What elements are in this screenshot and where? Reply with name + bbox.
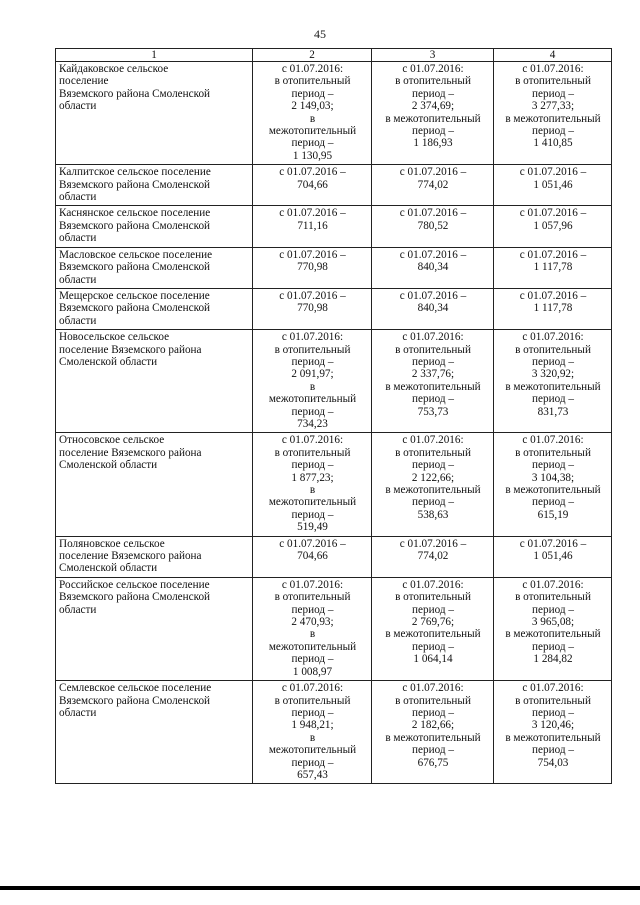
cell-text-line: в межотопительный: [385, 628, 481, 641]
cell-text-line: с 01.07.2016 –: [519, 289, 587, 302]
cell-text-line: 1 948,21;: [291, 719, 334, 732]
cell-text-line: области: [59, 603, 97, 616]
cell-text-line: Относовское сельское: [59, 434, 165, 447]
cell-text-line: в отопительный: [515, 343, 591, 356]
cell-text-line: период –: [412, 125, 454, 138]
cell-text-line: межотопительный: [268, 496, 357, 509]
cell-text-line: 770,98: [297, 261, 328, 274]
cell-text-line: с 01.07.2016 –: [519, 537, 587, 550]
cell-text-line: период –: [412, 744, 454, 757]
cell-text-line: 1 877,23;: [291, 471, 334, 484]
cell-text-line: период –: [412, 640, 454, 653]
cell-text-line: 538,63: [417, 508, 449, 521]
page-number: 45: [314, 27, 326, 41]
tariff-cell: [494, 165, 612, 206]
cell-text-line: в отопительный: [274, 343, 351, 356]
cell-text-line: 2 149,03;: [291, 100, 334, 113]
cell-text-line: период –: [412, 393, 454, 406]
cell-text-line: с 01.07.2016:: [522, 331, 584, 344]
cell-text-line: период –: [532, 355, 574, 368]
cell-text-line: в отопительный: [274, 446, 351, 459]
tariff-cell: [253, 247, 372, 288]
table-row: [56, 330, 612, 433]
cell-text-line: 3 120,46;: [531, 719, 575, 732]
cell-text-line: 753,73: [417, 405, 449, 418]
cell-text-line: области: [59, 100, 97, 113]
tariff-cell: [372, 330, 494, 433]
cell-text-line: 840,34: [417, 302, 449, 315]
cell-text-line: период –: [291, 653, 334, 666]
cell-text-line: Вяземского района Смоленской: [59, 178, 211, 191]
cell-text-line: в: [309, 628, 316, 641]
cell-text-line: Смоленской области: [59, 355, 158, 368]
cell-text-line: период –: [291, 137, 334, 150]
cell-text-line: Масловское сельское поселение: [59, 248, 213, 261]
tariff-cell: [253, 62, 372, 165]
cell-text-line: с 01.07.2016 –: [399, 537, 467, 550]
cell-text-line: межотопительный: [268, 640, 357, 653]
cell-text-line: 3 320,92;: [531, 368, 575, 381]
cell-text-line: 519,49: [297, 521, 328, 534]
cell-text-line: в межотопительный: [385, 731, 481, 744]
cell-text-line: с 01.07.2016 –: [279, 248, 346, 261]
cell-text-line: с 01.07.2016:: [402, 682, 464, 695]
cell-text-line: период –: [532, 125, 574, 138]
cell-text-line: 2 470,93;: [291, 616, 334, 629]
cell-text-line: поселение Вяземского района: [59, 550, 202, 563]
cell-text-line: в отопительный: [515, 446, 591, 459]
cell-text-line: с 01.07.2016:: [281, 63, 344, 75]
cell-text-line: период –: [412, 706, 454, 719]
cell-text-line: 774,02: [417, 178, 449, 191]
settlement-name-cell: [56, 165, 253, 206]
cell-text-line: с 01.07.2016 –: [279, 207, 346, 220]
cell-text-line: области: [59, 273, 97, 286]
cell-text-line: Мещерское сельское поселение: [59, 289, 210, 302]
cell-text-line: поселение Вяземского района: [59, 446, 202, 459]
cell-text-line: период –: [291, 355, 334, 368]
table-row: [56, 62, 612, 165]
cell-text-line: с 01.07.2016 –: [399, 207, 467, 220]
tariff-cell: [494, 206, 612, 247]
cell-text-line: с 01.07.2016 –: [279, 537, 346, 550]
column-header: 4: [494, 49, 612, 62]
tariff-cell: [372, 433, 494, 536]
column-header: 1: [56, 49, 253, 62]
tariff-cell: [372, 247, 494, 288]
cell-text-line: с 01.07.2016 –: [279, 166, 346, 179]
cell-text-line: Вяземского района Смоленской: [59, 694, 211, 707]
cell-text-line: 1 117,78: [533, 302, 573, 315]
tariff-cell: [372, 206, 494, 247]
cell-text-line: период –: [532, 393, 574, 406]
table-row: [56, 165, 612, 206]
settlement-name-cell: [56, 681, 253, 784]
cell-text-line: 734,23: [297, 417, 328, 430]
cell-text-line: с 01.07.2016 –: [519, 207, 587, 220]
cell-text-line: период –: [291, 756, 334, 769]
settlement-name-cell: [56, 247, 253, 288]
cell-text-line: 774,02: [417, 550, 449, 563]
cell-text-line: Поляновское сельское: [59, 537, 165, 550]
cell-text-line: Кайдаковское сельское: [59, 63, 169, 75]
cell-text-line: с 01.07.2016 –: [399, 166, 467, 179]
cell-text-line: в отопительный: [274, 75, 351, 88]
column-header: 3: [372, 49, 494, 62]
cell-text-line: в отопительный: [515, 591, 591, 604]
cell-text-line: в межотопительный: [505, 628, 601, 641]
cell-text-line: 615,19: [537, 508, 569, 521]
cell-text-line: поселение: [59, 75, 109, 88]
cell-text-line: в отопительный: [274, 694, 351, 707]
cell-text-line: Семлевское сельское поселение: [59, 682, 212, 695]
cell-text-line: 3 965,08;: [531, 616, 575, 629]
tariff-cell: [253, 330, 372, 433]
settlement-name-cell: [56, 577, 253, 680]
cell-text-line: в отопительный: [515, 694, 591, 707]
cell-text-line: в отопительный: [395, 694, 471, 707]
cell-text-line: в межотопительный: [385, 380, 481, 393]
cell-text-line: Новосельское сельское: [59, 331, 170, 344]
tariff-cell: [253, 433, 372, 536]
cell-text-line: с 01.07.2016:: [402, 434, 464, 447]
settlement-name-cell: [56, 62, 253, 165]
cell-text-line: период –: [291, 508, 334, 521]
settlement-name-cell: [56, 206, 253, 247]
cell-text-line: период –: [532, 744, 574, 757]
cell-text-line: 1 117,78: [533, 261, 573, 274]
cell-text-line: 704,66: [297, 550, 328, 563]
cell-text-line: период –: [532, 87, 574, 100]
settlement-name-cell: [56, 433, 253, 536]
cell-text-line: с 01.07.2016 –: [519, 248, 587, 261]
cell-text-line: в межотопительный: [505, 380, 601, 393]
cell-text-line: 1 051,46: [533, 178, 573, 191]
cell-text-line: 3 104,38;: [531, 471, 575, 484]
cell-text-line: период –: [291, 706, 334, 719]
cell-text-line: 831,73: [537, 405, 569, 418]
cell-text-line: период –: [412, 355, 454, 368]
cell-text-line: Вяземского района Смоленской: [59, 87, 211, 100]
cell-text-line: период –: [532, 459, 574, 472]
cell-text-line: в отопительный: [395, 591, 471, 604]
settlement-name-cell: [56, 288, 253, 329]
table-row: [56, 577, 612, 680]
tariff-cell: [253, 681, 372, 784]
tariff-cell: [253, 536, 372, 577]
tariff-cell: [372, 165, 494, 206]
tariff-cell: [494, 247, 612, 288]
cell-text-line: 1 186,93: [413, 137, 453, 150]
cell-text-line: в отопительный: [395, 75, 471, 88]
cell-text-line: 840,34: [417, 261, 449, 274]
table-header-row: [56, 49, 612, 62]
tariff-table: [55, 48, 612, 784]
tariff-cell: [253, 288, 372, 329]
tariff-cell: [372, 577, 494, 680]
cell-text-line: в межотопительный: [385, 112, 481, 125]
cell-text-line: период –: [532, 603, 574, 616]
cell-text-line: период –: [291, 87, 334, 100]
tariff-cell: [253, 577, 372, 680]
cell-text-line: 3 277,33;: [531, 100, 575, 113]
table-row: [56, 206, 612, 247]
table-row: [56, 288, 612, 329]
cell-text-line: период –: [532, 496, 574, 509]
cell-text-line: с 01.07.2016:: [402, 578, 464, 591]
cell-text-line: с 01.07.2016:: [402, 63, 464, 75]
cell-text-line: 1 057,96: [533, 219, 573, 232]
cell-text-line: области: [59, 706, 97, 719]
cell-text-line: области: [59, 232, 97, 245]
cell-text-line: 1 130,95: [292, 149, 333, 162]
cell-text-line: Калпитское сельское поселение: [59, 166, 211, 179]
cell-text-line: период –: [291, 405, 334, 418]
tariff-cell: [253, 206, 372, 247]
cell-text-line: Смоленской области: [59, 562, 158, 575]
cell-text-line: с 01.07.2016 –: [279, 289, 346, 302]
tariff-cell: [494, 577, 612, 680]
cell-text-line: Вяземского района Смоленской: [59, 302, 211, 315]
cell-text-line: Вяземского района Смоленской: [59, 219, 211, 232]
cell-text-line: с 01.07.2016:: [402, 331, 464, 344]
cell-text-line: 754,03: [537, 756, 569, 769]
cell-text-line: в межотопительный: [505, 112, 601, 125]
tariff-cell: [372, 62, 494, 165]
cell-text-line: 2 091,97;: [291, 368, 334, 381]
cell-text-line: 2 374,69;: [411, 100, 455, 113]
tariff-cell: [494, 288, 612, 329]
tariff-cell: [494, 681, 612, 784]
cell-text-line: с 01.07.2016:: [281, 331, 344, 344]
cell-text-line: с 01.07.2016:: [522, 63, 584, 75]
cell-text-line: период –: [412, 87, 454, 100]
cell-text-line: 2 182,66;: [411, 719, 455, 732]
cell-text-line: период –: [412, 603, 454, 616]
cell-text-line: в отопительный: [515, 75, 591, 88]
column-header: 2: [253, 49, 372, 62]
tariff-cell: [494, 330, 612, 433]
cell-text-line: с 01.07.2016:: [281, 578, 344, 591]
cell-text-line: межотопительный: [268, 744, 357, 757]
cell-text-line: с 01.07.2016 –: [519, 166, 587, 179]
cell-text-line: с 01.07.2016:: [522, 434, 584, 447]
cell-text-line: 780,52: [417, 219, 449, 232]
cell-text-line: 711,16: [297, 219, 328, 232]
cell-text-line: области: [59, 191, 97, 204]
cell-text-line: Каснянское сельское поселение: [59, 207, 211, 220]
cell-text-line: период –: [291, 603, 334, 616]
cell-text-line: с 01.07.2016:: [522, 682, 584, 695]
cell-text-line: с 01.07.2016 –: [399, 248, 467, 261]
cell-text-line: в межотопительный: [385, 484, 481, 496]
cell-text-line: с 01.07.2016:: [522, 578, 584, 591]
cell-text-line: Смоленской области: [59, 459, 158, 472]
tariff-cell: [372, 681, 494, 784]
table-row: [56, 247, 612, 288]
cell-text-line: 676,75: [417, 756, 449, 769]
cell-text-line: 2 122,66;: [411, 471, 455, 484]
cell-text-line: Вяземского района Смоленской: [59, 591, 211, 604]
tariff-cell: [494, 62, 612, 165]
cell-text-line: в: [309, 731, 316, 744]
cell-text-line: 1 051,46: [533, 550, 573, 563]
cell-text-line: период –: [412, 459, 454, 472]
cell-text-line: в межотопительный: [505, 731, 601, 744]
settlement-name-cell: [56, 536, 253, 577]
table-row: [56, 433, 612, 536]
cell-text-line: Российское сельское поселение: [59, 578, 210, 591]
cell-text-line: с 01.07.2016:: [281, 434, 344, 447]
cell-text-line: с 01.07.2016 –: [399, 289, 467, 302]
cell-text-line: период –: [291, 459, 334, 472]
cell-text-line: области: [59, 314, 97, 327]
bottom-rule: [0, 886, 640, 890]
table-row: [56, 681, 612, 784]
cell-text-line: межотопительный: [268, 393, 357, 406]
settlement-name-cell: [56, 330, 253, 433]
tariff-cell: [494, 536, 612, 577]
cell-text-line: поселение Вяземского района: [59, 343, 202, 356]
cell-text-line: в отопительный: [274, 591, 351, 604]
cell-text-line: 2 337,76;: [411, 368, 455, 381]
cell-text-line: период –: [532, 706, 574, 719]
cell-text-line: в межотопительный: [505, 484, 601, 496]
table-body: [56, 62, 612, 784]
tariff-cell: [253, 165, 372, 206]
cell-text-line: в отопительный: [395, 343, 471, 356]
cell-text-line: в: [309, 380, 316, 393]
cell-text-line: в: [309, 484, 316, 496]
cell-text-line: межотопительный: [268, 125, 357, 138]
cell-text-line: в: [309, 112, 316, 125]
cell-text-line: в отопительный: [395, 446, 471, 459]
cell-text-line: 2 769,76;: [411, 616, 455, 629]
cell-text-line: 657,43: [297, 768, 328, 781]
cell-text-line: период –: [412, 496, 454, 509]
tariff-cell: [494, 433, 612, 536]
table-row: [56, 536, 612, 577]
cell-text-line: 704,66: [297, 178, 328, 191]
cell-text-line: 1 410,85: [533, 137, 573, 150]
cell-text-line: 1 064,14: [413, 653, 453, 666]
cell-text-line: 1 008,97: [292, 665, 333, 678]
cell-text-line: 1 284,82: [533, 653, 573, 666]
cell-text-line: с 01.07.2016:: [281, 682, 344, 695]
tariff-cell: [372, 536, 494, 577]
cell-text-line: 770,98: [297, 302, 328, 315]
cell-text-line: Вяземского района Смоленской: [59, 261, 211, 274]
cell-text-line: период –: [532, 640, 574, 653]
tariff-cell: [372, 288, 494, 329]
